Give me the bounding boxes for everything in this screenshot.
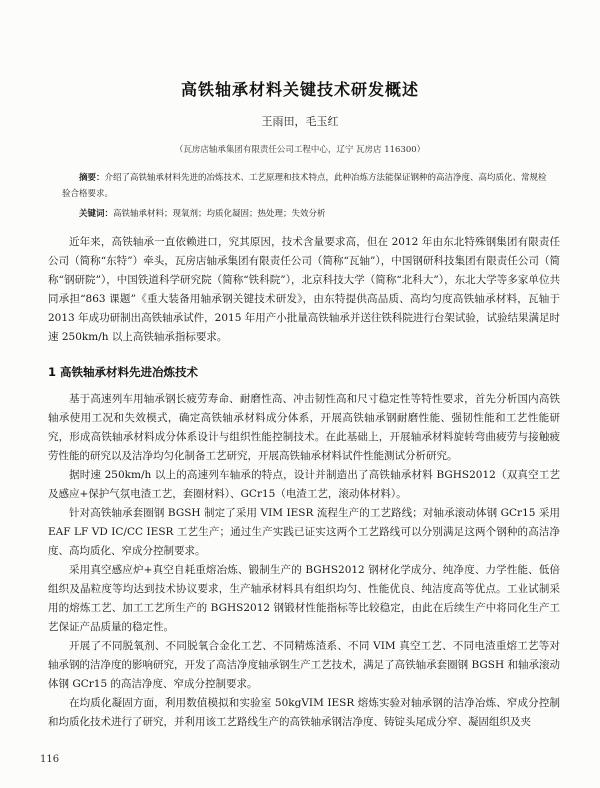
keywords-label: 关键词：	[79, 209, 114, 219]
body-paragraph: 据时速 250km/h 以上的高速列车轴承的特点，设计并制造出了高铁轴承材料 BGHS2012（双真空工艺及感应+保护气氛电渣工艺，套圈材料）、GCr15（电渣工艺，滚动体材料）。	[48, 469, 560, 500]
article-affiliation: （瓦房店轴承集团有限责任公司工程中心，辽宁 瓦房店 116300）	[174, 145, 426, 155]
intro-paragraph: 近年来，高铁轴承一直依赖进口，究其原因，技术含量要求高，但在 2012 年由东北特殊钢集团有限责任公司（简称“东特”）牵头，瓦房店轴承集团有限责任公司（简称“瓦轴”），中国钢研科技集团有限责任公司（简称“钢研院”），中国铁道科学研究院（简称“铁科院”），北京科技大学（简称“北科大”），东北大学等多家单位共同承担“863 课题”《重大装备用轴承钢关键技术研发》，由东特提供高品质、高均匀度高铁轴承材料，瓦轴于 2013 年成功研制出高铁轴承试件，2015 年用产小批量高铁轴承并送往铁科院进行台架试验，试验结果满足时速 250km/h 以上高铁轴承指标要求。	[48, 236, 560, 343]
article-title: 高铁轴承材料关键技术研发概述	[180, 80, 419, 99]
intro-section	[48, 233, 560, 347]
section-heading: 1 高铁轴承材料先进冶炼技术	[48, 365, 199, 379]
body-paragraph: 在均质化凝固方面，利用数值模拟和实验室 50kgVIM IESR 熔炼实验对轴承钢的洁净冶炼、窄成分控制和均质化技术进行了研究，并利用该工艺路线生产的高铁轴承钢洁净度、铸锭头尾成分窄、凝固组织及夹	[48, 697, 560, 728]
abstract-text: 介绍了高铁轴承材料先进的冶炼技术、工艺原理和技术特点，此种冶炼方法能保证钢种的高洁净度、高均质化、常规检验合格要求。	[62, 173, 547, 199]
page-number: 116	[40, 754, 60, 765]
keywords-text: 高铁轴承材料；现氧剂；均质化凝固；热处理；失效分析	[113, 209, 326, 219]
body-paragraph: 采用真空感应炉+真空自耗重熔冶炼、锻制生产的 BGHS2012 钢材化学成分、纯净度、力学性能、低倍组织及晶粒度等均达到技术协议要求，生产轴承材料具有组织均匀、性能优良、纯洁度高等优点。工业试制采用的熔炼工艺、加工工艺所生产的 BGHS2012 钢锻材性能指标等比较稳定，由此在后续生产中将同化生产工艺保证产品质量的稳定性。	[48, 564, 560, 633]
section-1-body	[48, 390, 560, 732]
keywords	[62, 207, 552, 221]
abstract-label: 摘要：	[79, 173, 105, 183]
body-paragraph: 针对高铁轴承套圈钢 BGSH 制定了采用 VIM IESR 流程生产的工艺路线；对轴承滚动体钢 GCr15 采用 EAF LF VD IC/CC IESR 工艺生产；通过生产实践已证实这两个工艺路线可以分别满足这两个钢种的高洁净度、高均质化、窄成分控制要求。	[48, 507, 560, 557]
body-paragraph: 开展了不同脱氧剂、不同脱氧合金化工艺、不同精炼渣系、不同 VIM 真空工艺、不同电渣重熔工艺等对轴承钢的洁净度的影响研究，开发了高洁净度轴承钢生产工艺技术，满足了高铁轴承套圈钢 BGSH 和轴承滚动体钢 GCr15 的高洁净度、窄成分控制要求。	[48, 640, 560, 690]
abstract	[62, 170, 552, 202]
article-authors: 王雨田，毛玉红	[261, 115, 339, 128]
body-paragraph: 基于高速列车用轴承钢长疲劳寿命、耐磨性高、冲击韧性高和尺寸稳定性等特性要求，首先分析国内高铁轴承使用工况和失效模式，确定高铁轴承材料成分体系，开展高铁轴承钢耐磨性能、强韧性能和工艺性能研究，形成高铁轴承材料成分体系设计与组织性能控制技术。在此基础上，开展轴承材料旋转弯曲疲劳与接触疲劳性能的研究以及洁净均匀化制备工艺研究，开展高铁轴承材料试件性能测试分析研究。	[48, 393, 560, 462]
